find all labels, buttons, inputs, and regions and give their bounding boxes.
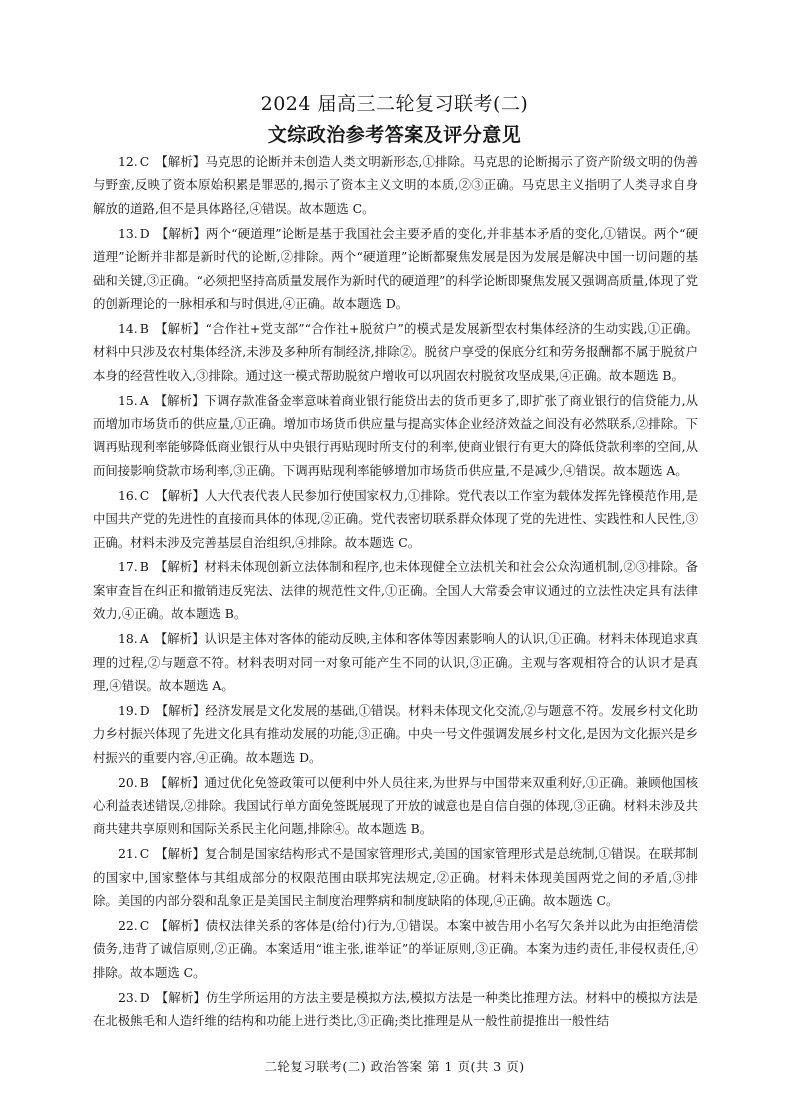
answer-entry-16 (93, 484, 698, 554)
answer-entry-15 (93, 389, 698, 483)
explanation-text: 【解析】“合作社+党支部”“合作社+脱贫户”的模式是发展新型农村集体经济的生动实践,①正确。材料中只涉及农村集体经济,未涉及多种所有制经济,排除②。脱贫户享受的保底分红和劳务报酬都不属于脱贫户本身的经营性收入,③排除。通过这一模式帮助脱贫户增收可以巩固农村脱贫攻坚成果,④正确。故本题选 B。 (93, 320, 698, 383)
answer-letter: B (139, 320, 149, 336)
answer-letter: B (139, 774, 149, 790)
answer-entry-13 (93, 222, 698, 316)
answer-list (93, 150, 698, 1034)
page-footer: 二轮复习联考(二) 政治答案 第 1 页(共 3 页) (264, 1059, 525, 1074)
answer-letter: B (139, 559, 149, 575)
answer-letter: C (139, 918, 150, 933)
question-number: 23. (118, 989, 138, 1005)
answer-entry-19 (93, 699, 698, 769)
answer-entry-14 (93, 317, 698, 387)
page-title: 2024 届高三二轮复习联考(二) (260, 93, 529, 115)
explanation-text: 【解析】两个“硬道理”论断是基于我国社会主要矛盾的变化,并非基本矛盾的变化,①错误。两个“硬道理”论断并非都是新时代的论断,②排除。两个“硬道理”论断都聚焦发展是因为发展是解决中国一切问题的基础和关键,③正确。“必须把坚持高质量发展作为新时代的硬道理”的科学论断即聚焦发展又强调高质量,体现了党的创新理论的一脉相承和与时俱进,④正确。故本题选 D。 (93, 225, 698, 311)
explanation-text: 【解析】经济发展是文化发展的基础,①错误。材料未体现文化交流,②与题意不符。发展乡村文化助力乡村振兴体现了先进文化具有推动发展的功能,③正确。中央一号文件强调发展乡村文化,是因为文化振兴是乡村振兴的重要内容,④正确。故本题选 D。 (93, 702, 698, 765)
answer-letter: D (139, 702, 150, 718)
question-number: 18. (118, 631, 138, 647)
question-number: 12. (118, 154, 138, 169)
question-number: 15. (118, 392, 138, 408)
answer-letter: A (139, 631, 149, 647)
answer-letter: A (139, 392, 149, 408)
explanation-text: 【解析】认识是主体对客体的能动反映,主体和客体等因素影响人的认识,①正确。材料未体现追求真理的过程,②与题意不符。材料表明对同一对象可能产生不同的认识,③正确。主观与客观相符合的认识才是真理,④错误。故本题选 A。 (93, 631, 698, 693)
question-number: 13. (118, 225, 138, 241)
answer-entry-18 (93, 627, 698, 697)
answer-entry-20 (93, 771, 698, 841)
explanation-text: 【解析】复合制是国家结构形式不是国家管理形式,美国的国家管理形式是总统制,①错误。在联邦制的国家中,国家整体与其组成部分的权限范围由联邦宪法规定,②正确。材料未体现美国两党之间的矛盾,③排除。美国的内部分裂和乱象正是美国民主制度治理弊病和制度缺陷的体现,④正确。故本题选 C。 (93, 846, 698, 909)
question-number: 16. (118, 487, 138, 503)
question-number: 20. (118, 774, 138, 790)
answer-entry-21 (93, 842, 698, 912)
explanation-text: 【解析】通过优化免签政策可以便利中外人员往来,为世界与中国带来双重利好,①正确。兼顾他国核心利益表述错误,②排除。我国试行单方面免签既展现了开放的诚意也是自信自强的体现,③正确。材料未涉及共商共建共享原则和国际关系民主化问题,排除④。故本题选 B。 (93, 774, 698, 837)
page-subtitle: 文综政治参考答案及评分意见 (267, 124, 522, 146)
answer-letter: C (139, 846, 150, 862)
question-number: 14. (118, 320, 138, 336)
answer-entry-22 (93, 914, 698, 984)
answer-entry-17 (93, 555, 698, 625)
question-number: 17. (118, 559, 138, 575)
explanation-text: 【解析】债权法律关系的客体是(给付)行为,①错误。本案中被告用小名写欠条并以此为由拒绝清偿债务,违背了诚信原则,②正确。本案适用“谁主张,谁举证”的举证原则,③正确。本案为违约责任,非侵权责任,④排除。故本题选 C。 (93, 918, 698, 980)
answer-entry-12 (93, 150, 698, 220)
answer-entry-23 (93, 986, 698, 1033)
explanation-text: 【解析】人大代表代表人民参加行使国家权力,①排除。党代表以工作室为载体发挥先锋模范作用,是中国共产党的先进性的直接而具体的体现,②正确。党代表密切联系群众体现了党的先进性、实践性和人民性,③正确。材料未涉及完善基层自治组织,④排除。故本题选 C。 (93, 487, 698, 550)
answer-letter: D (139, 225, 150, 241)
answer-letter: D (139, 989, 150, 1005)
explanation-text: 【解析】仿生学所运用的方法主要是模拟方法,模拟方法是一种类比推理方法。材料中的模拟方法是在北极熊毛和人造纤维的结构和功能上进行类比,③正确;类比推理是从一般性前提推出一般性结 (93, 989, 698, 1029)
explanation-text: 【解析】下调存款准备金率意味着商业银行能贷出去的货币更多了,即扩张了商业银行的信贷能力,从而增加市场货币的供应量,①正确。增加市场货币供应量与提高实体企业经济效益之间没有必然联系,②排除。下调再贴现利率能够降低商业银行从中央银行再贴现时所支付的利率,使商业银行有更大的降低贷款利率的空间,从而间接影响贷款市场利率,③正确。下调再贴现利率能够增加市场货币供应量,不是减少,④错误。故本题选 A。 (93, 392, 698, 478)
question-number: 19. (118, 702, 138, 718)
explanation-text: 【解析】马克思的论断并未创造人类文明新形态,①排除。马克思的论断揭示了资产阶级文明的伪善与野蛮,反映了资本原始积累是罪恶的,揭示了资本主义文明的本质,②③正确。马克思主义指明了人类寻求自身解放的道路,但不是具体路径,④错误。故本题选 C。 (93, 154, 698, 216)
answer-letter: C (139, 487, 150, 503)
question-number: 22. (118, 918, 138, 933)
explanation-text: 【解析】材料未体现创新立法体制和程序,也未体现健全立法机关和社会公众沟通机制,②③排除。备案审查旨在纠正和撤销违反宪法、法律的规范性文件,①正确。全国人大常委会审议通过的立法性决定具有法律效力,④正确。故本题选 B。 (93, 559, 698, 622)
question-number: 21. (118, 846, 138, 862)
answer-letter: C (139, 154, 150, 169)
